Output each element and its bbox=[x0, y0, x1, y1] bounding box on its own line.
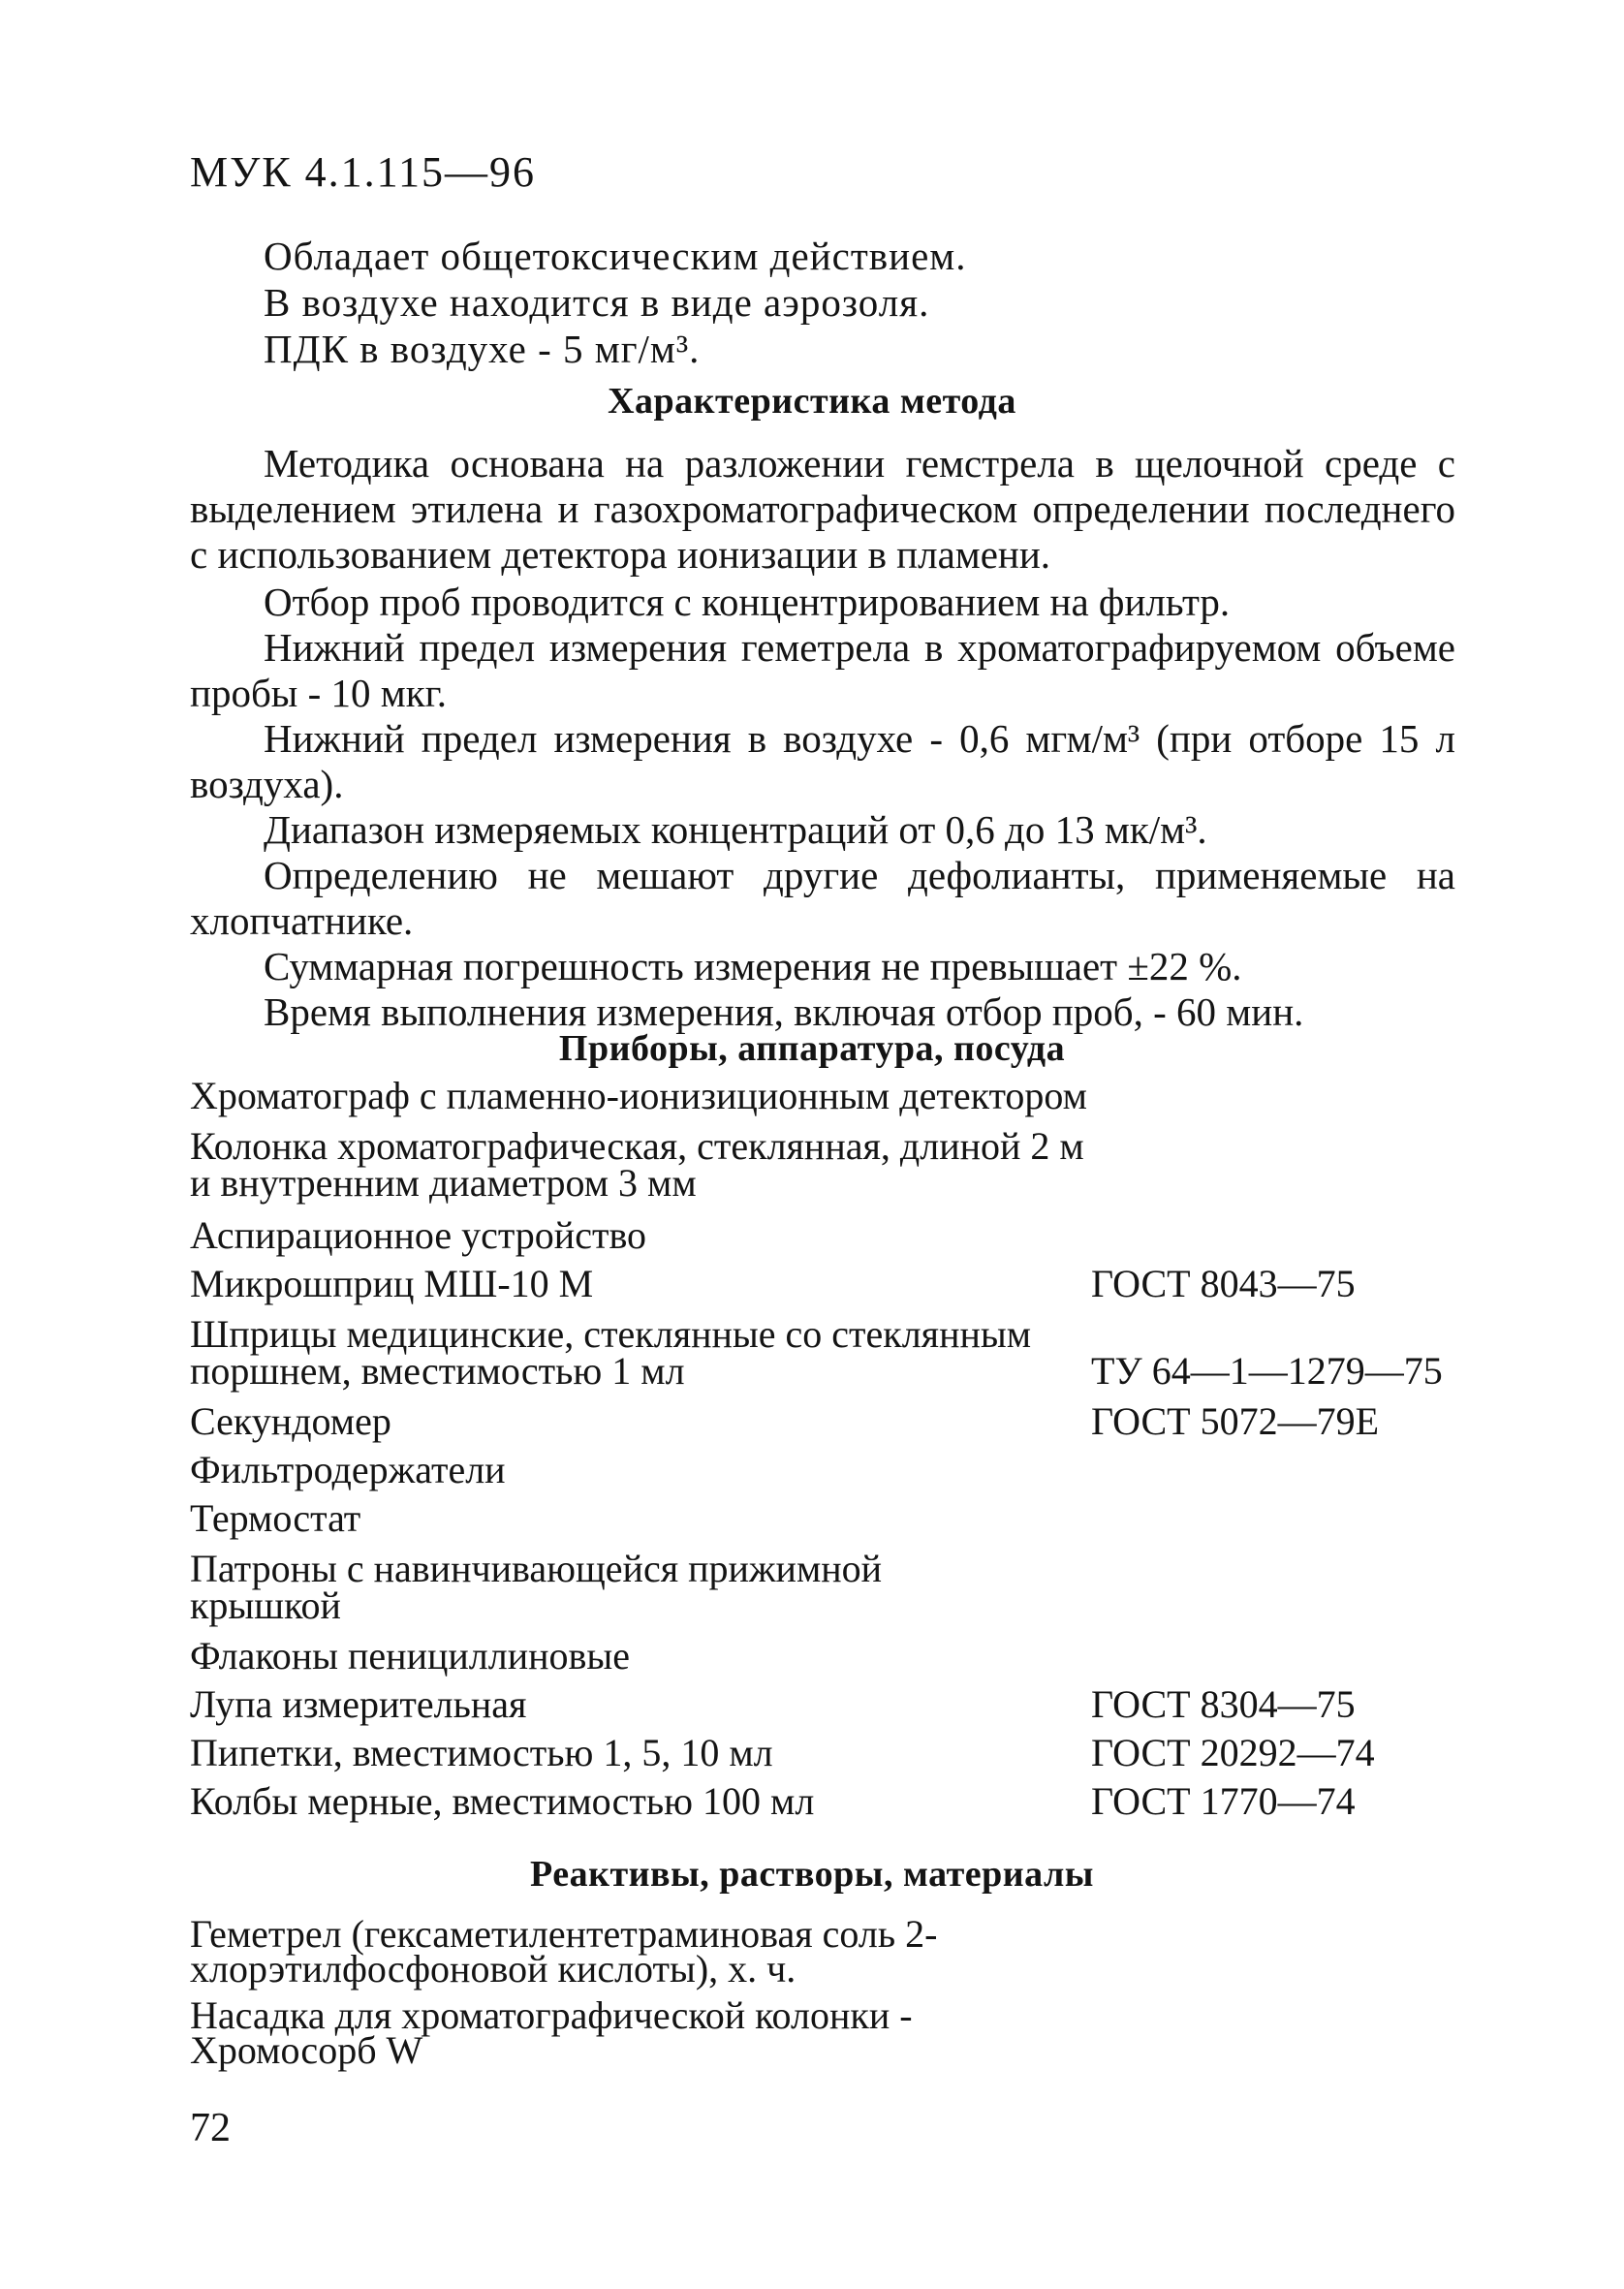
equipment-row bbox=[190, 1731, 1469, 1774]
equipment-standard: ГОСТ 8304—75 bbox=[1091, 1682, 1356, 1726]
equipment-row bbox=[190, 1682, 1469, 1726]
reagent-item: Геметрел (гексаметилентетраминовая соль 2-хлорэтилфосфоновой кислоты), х. ч. bbox=[190, 1912, 938, 1991]
method-paragraph: Нижний предел измерения в воздухе - 0,6 мгм/м³ (при отборе 15 л воздуха). bbox=[190, 716, 1455, 806]
equipment-row bbox=[190, 1124, 1469, 1205]
equipment-name: Пипетки, вместимостью 1, 5, 10 мл bbox=[190, 1731, 773, 1774]
equipment-name: Хроматограф с пламенно-ионизиционным детектором bbox=[190, 1074, 1087, 1117]
equipment-name: Микрошприц МШ-10 М bbox=[190, 1262, 594, 1305]
intro-block bbox=[264, 233, 1426, 372]
equipment-row bbox=[190, 1779, 1469, 1823]
method-paragraph: Нижний предел измерения геметрела в хроматографируемом объеме пробы - 10 мкг. bbox=[190, 625, 1455, 715]
equipment-list bbox=[190, 1074, 1469, 1823]
equipment-name: Лупа измерительная bbox=[190, 1682, 527, 1726]
equipment-name: Термостат bbox=[190, 1496, 361, 1540]
equipment-row bbox=[190, 1399, 1469, 1443]
intro-line: ПДК в воздухе - 5 мг/м³. bbox=[264, 327, 701, 371]
equipment-name: Патроны с навинчивающейся прижимной крышкой bbox=[190, 1547, 883, 1627]
method-paragraph: Методика основана на разложении гемстрела в щелочной среде с выделением этилена и газохроматографическом определении последнего с использованием детектора ионизации в пламени. bbox=[190, 441, 1455, 577]
page-number: 72 bbox=[190, 2106, 231, 2150]
equipment-name: Шприцы медицинские, стеклянные со стеклянным поршнем, вместимостью 1 мл bbox=[190, 1312, 1032, 1393]
equipment-name: Аспирационное устройство bbox=[190, 1213, 647, 1257]
method-section-title: Характеристика метода bbox=[608, 381, 1016, 422]
equipment-row bbox=[190, 1074, 1469, 1117]
equipment-standard: ГОСТ 20292—74 bbox=[1091, 1731, 1375, 1774]
intro-line: Обладает общетоксическим действием. bbox=[264, 234, 967, 278]
equipment-standard: ГОСТ 5072—79Е bbox=[1091, 1399, 1380, 1443]
equipment-section-title: Приборы, аппаратура, посуда bbox=[558, 1028, 1066, 1069]
equipment-row bbox=[190, 1312, 1469, 1393]
reagent-item: Насадка для хроматографической колонки - Хромосорб W bbox=[190, 1993, 913, 2072]
method-paragraph: Время выполнения измерения, включая отбор проб, - 60 мин. bbox=[264, 989, 1304, 1034]
method-paragraph: Отбор проб проводится с концентрированием на фильтр. bbox=[264, 580, 1231, 624]
equipment-row bbox=[190, 1496, 1469, 1540]
equipment-name: Колонка хроматографическая, стеклянная, длиной 2 м и внутренним диаметром 3 мм bbox=[190, 1124, 1084, 1205]
method-paragraph: Диапазон измеряемых концентраций от 0,6 до 13 мк/м³. bbox=[264, 807, 1207, 852]
document-code-header: МУК 4.1.115—96 bbox=[190, 148, 536, 196]
method-paragraph: Определению не мешают другие дефолианты, применяемые на хлопчатнике. bbox=[190, 853, 1455, 943]
equipment-row bbox=[190, 1213, 1469, 1257]
method-paragraph: Суммарная погрешность измерения не превышает ±22 %. bbox=[264, 944, 1242, 988]
reagents-list bbox=[190, 1912, 1159, 2080]
equipment-row bbox=[190, 1547, 1469, 1627]
equipment-name: Флаконы пенициллиновые bbox=[190, 1634, 631, 1678]
equipment-row bbox=[190, 1262, 1469, 1305]
equipment-name: Секундомер bbox=[190, 1399, 391, 1443]
equipment-standard: ГОСТ 1770—74 bbox=[1091, 1779, 1356, 1823]
reagents-section-title: Реактивы, растворы, материалы bbox=[530, 1854, 1094, 1895]
equipment-name: Колбы мерные, вместимостью 100 мл bbox=[190, 1779, 815, 1823]
equipment-row bbox=[190, 1634, 1469, 1678]
equipment-name: Фильтродержатели bbox=[190, 1448, 506, 1491]
intro-line: В воздухе находится в виде аэрозоля. bbox=[264, 280, 930, 325]
equipment-row bbox=[190, 1448, 1469, 1491]
equipment-standard: ГОСТ 8043—75 bbox=[1091, 1262, 1356, 1305]
method-description bbox=[190, 441, 1455, 1035]
equipment-standard: ТУ 64—1—1279—75 bbox=[1091, 1349, 1443, 1393]
